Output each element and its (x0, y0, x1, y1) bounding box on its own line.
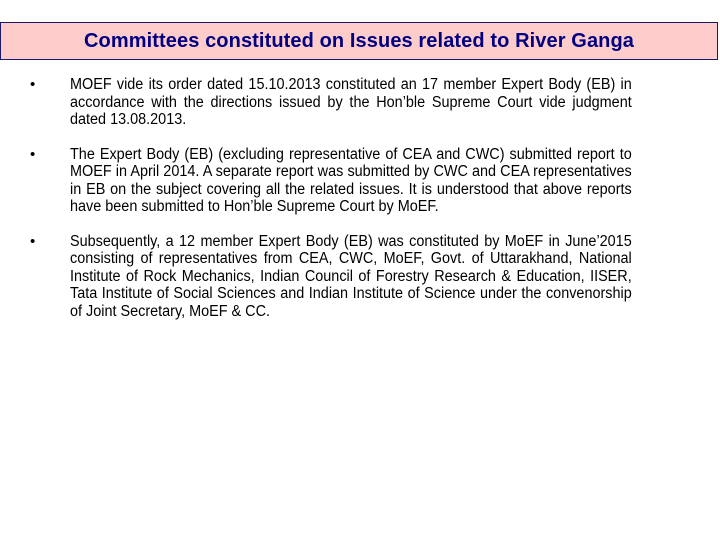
bullet-text: MOEF vide its order dated 15.10.2013 constituted an 17 member Expert Body (EB) in accordance with the directions issued by the Hon’ble Supreme Court vide judgment dated 13.08.2013. (70, 76, 632, 128)
bullet-dot-icon: • (30, 76, 36, 93)
bullet-item (30, 233, 674, 321)
bullet-text: The Expert Body (EB) (excluding representative of CEA and CWC) submitted report to MOEF in April 2014. A separate report was submitted by CWC and CEA representatives in EB on the subject covering all the related issues. It is understood that above reports have been submitted to Hon’ble Supreme Court by MoEF. (70, 145, 632, 215)
bullet-item (30, 146, 674, 216)
bullet-dot-icon: • (30, 145, 36, 163)
bullet-item (30, 76, 674, 129)
slide-title-box (0, 22, 718, 60)
bullet-dot-icon: • (30, 232, 36, 250)
bullet-text: Subsequently, a 12 member Expert Body (EB) was constituted by MoEF in June’2015 consisting of representatives from CEA, CWC, MoEF, Govt. of Uttarakhand, National Institute of Rock Mechanics, Indian Council of Forestry Research & Education, IISER, Tata Institute of Social Sciences and Indian Institute of Science under the convenorship of Joint Secretary, MoEF & CC. (70, 232, 632, 320)
bullet-list (30, 76, 674, 337)
slide-title: Committees constituted on Issues related to River Ganga (83, 29, 635, 52)
